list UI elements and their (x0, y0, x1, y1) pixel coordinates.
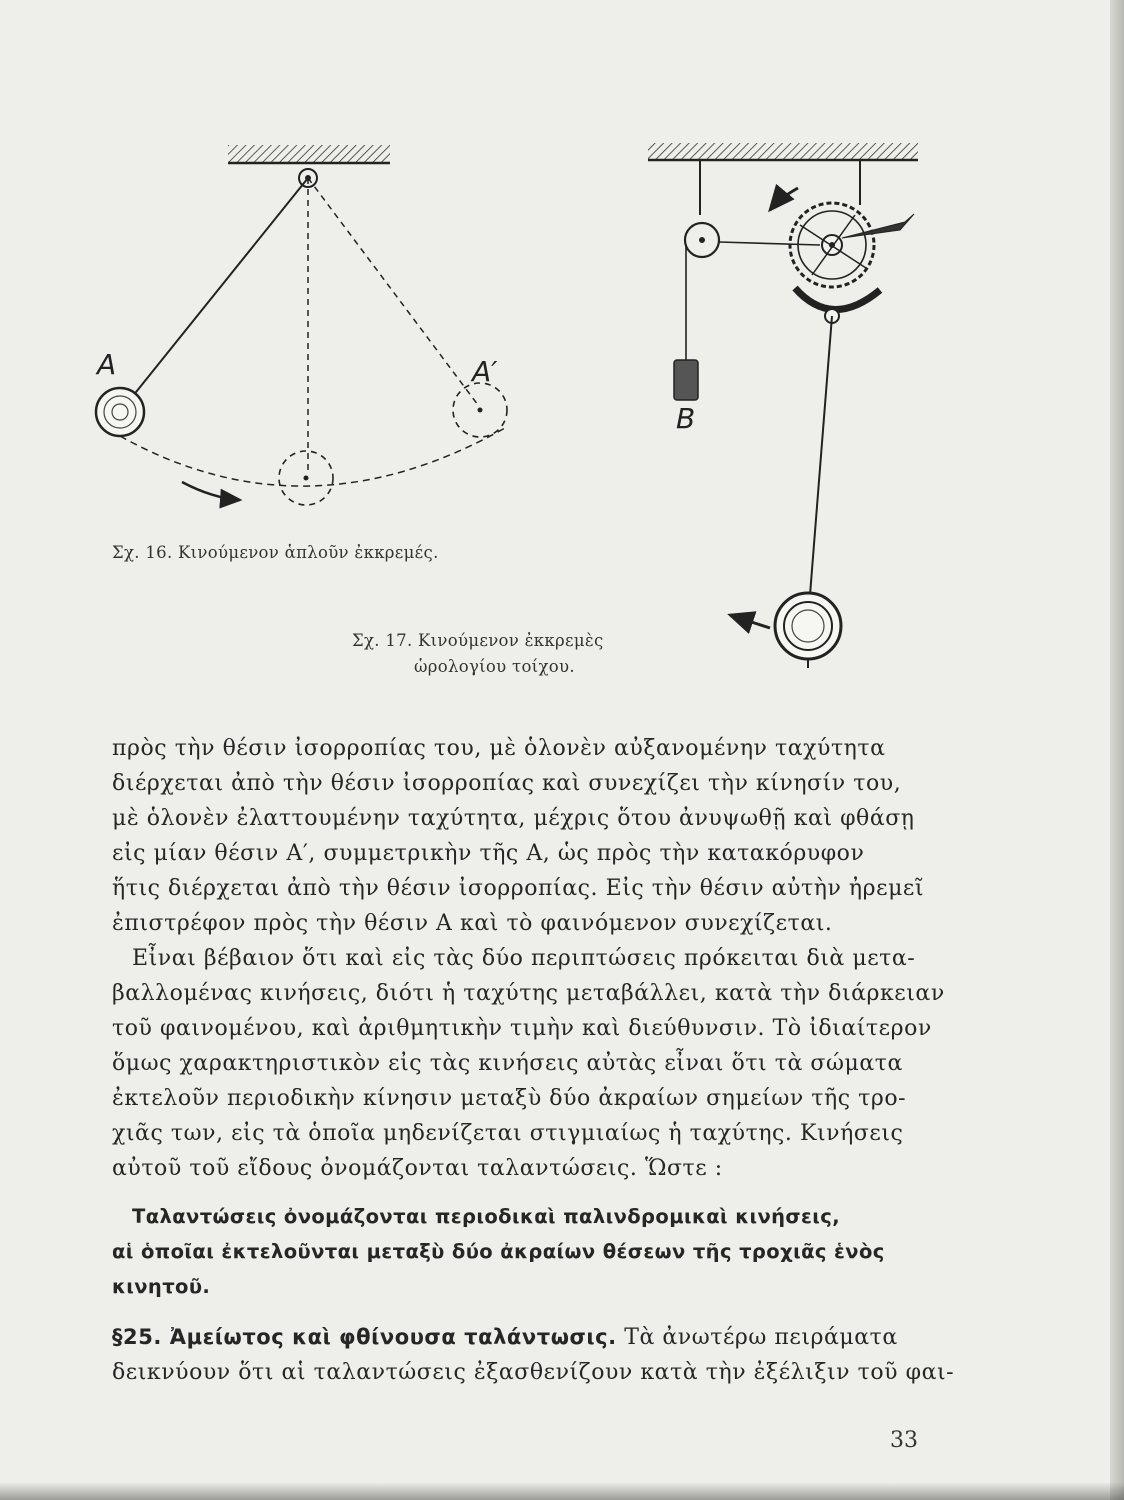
section-heading: §25. Ἀμείωτος καὶ φθίνουσα ταλάντωσις. (112, 1325, 617, 1349)
swing-arrow-icon (730, 615, 770, 628)
text-line: μὲ ὁλονὲν ἐλαττουμένην ταχύτητα, μέχρις ὅτου ἀνυψωθῇ καὶ φθάσῃ (112, 806, 915, 831)
ceiling-hatch (228, 145, 390, 163)
text-line: δεικνύουν ὅτι αἱ ταλαντώσεις ἐξασθενίζουν κατὰ τὴν ἐξέλιξιν τοῦ φαι- (112, 1360, 955, 1385)
text-line: χιᾶς των, εἰς τὰ ὁποῖα μηδενίζεται στιγμιαίως ἡ ταχύτης. Κινήσεις (112, 1121, 904, 1146)
text-line: ἥτις διέρχεται ἀπὸ τὴν θέσιν ἰσορροπίας. Εἰς τὴν θέσιν αὐτὴν ἠρεμεῖ (112, 876, 925, 901)
page-number: 33 (890, 1428, 918, 1453)
pendulum-rod (810, 316, 832, 595)
text-line: πρὸς τὴν θέσιν ἰσορροπίας του, μὲ ὁλονὲν αὐξανομένην ταχύτητα (112, 736, 886, 761)
figure-17-caption-line1: Σχ. 17. Κινούμενον ἐκκρεμὲς (352, 631, 604, 650)
text-line: αἱ ὁποῖαι ἐκτελοῦνται μεταξὺ δύο ἀκραίων θέσεων τῆς τροχιᾶς ἑνὸς (112, 1240, 885, 1263)
pendulum-string (120, 178, 308, 412)
text-line: ὅμως χαρακτηριστικὸν εἰς τὰς κινήσεις αὐτὰς εἶναι ὅτι τὰ σώματα (112, 1051, 903, 1076)
definition-block (112, 1199, 922, 1304)
label-a: A (97, 348, 117, 381)
bob-a (96, 388, 144, 436)
trajectory-arc (120, 428, 505, 486)
figure-16-caption: Σχ. 16. Κινούμενον ἁπλοῦν ἐκκρεμές. (112, 543, 439, 562)
text-line: ἐπιστρέφον πρὸς τὴν θέσιν Α καὶ τὸ φαινόμενον συνεχίζεται. (112, 911, 833, 936)
page-bottom-shadow (0, 1482, 1124, 1500)
section-25 (112, 1320, 955, 1390)
text-line: αὐτοῦ τοῦ εἴδους ὀνομάζονται ταλαντώσεις. Ὥστε : (112, 1156, 723, 1181)
label-b: B (676, 402, 696, 435)
weight-b (674, 360, 698, 400)
paragraph-1 (112, 731, 925, 941)
text-line: βαλλομένας κινήσεις, διότι ἡ ταχύτης μεταβάλλει, κατὰ τὴν διάρκειαν (112, 981, 945, 1006)
paragraph-2 (112, 941, 945, 1186)
text-line: τοῦ φαινομένου, καὶ ἀριθμητικὴν τιμὴν καὶ διεύθυνσιν. Τὸ ἰδιαίτερον (112, 1016, 932, 1041)
text-line: Τὰ ἀνωτέρω πειράματα (616, 1325, 898, 1350)
text-line: εἰς μίαν θέσιν Α′, συμμετρικὴν τῆς Α, ὡς πρὸς τὴν κατακόρυφον (112, 841, 865, 866)
text-line: ἐκτελοῦν περιοδικὴν κίνησιν μεταξὺ δύο ἀκραίων σημείων τῆς τρο- (112, 1086, 907, 1111)
motion-arrow-icon (182, 482, 240, 500)
ceiling-hatch-2 (648, 143, 918, 160)
figure-16-pendulum (96, 145, 507, 505)
text-line: Εἶναι βέβαιον ὅτι καὶ εἰς τὰς δύο περιπτώσεις πρόκειται διὰ μετα- (132, 946, 916, 971)
text-line: Ταλαντώσεις ὀνομάζονται περιοδικαὶ παλινδρομικαὶ κινήσεις, (132, 1205, 841, 1228)
figures-illustration (0, 0, 1124, 700)
label-a-prime: A′ (472, 355, 498, 388)
figure-17-caption-line2: ὡρολογίου τοίχου. (414, 657, 575, 676)
anchor-escapement (795, 288, 880, 310)
text-line: κινητοῦ. (112, 1275, 211, 1298)
text-line: διέρχεται ἀπὸ τὴν θέσιν ἰσορροπίας καὶ συνεχίζει τὴν κίνησίν του, (112, 771, 902, 796)
rotation-arrow-icon (770, 188, 798, 210)
